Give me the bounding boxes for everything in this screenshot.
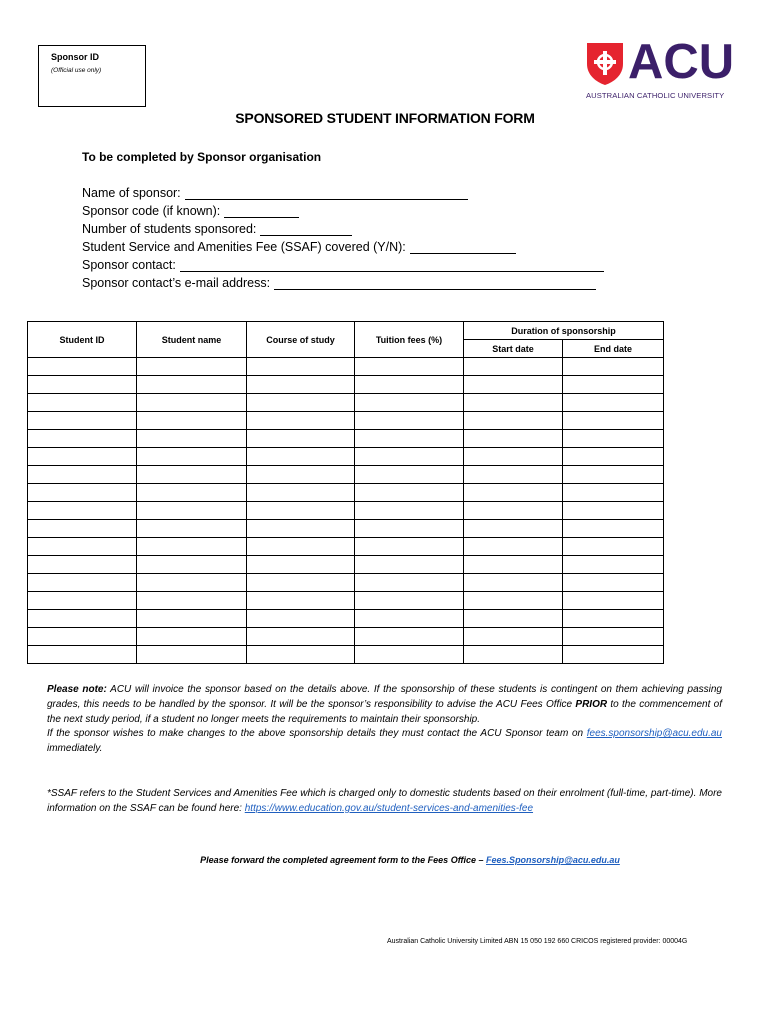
table-row: [28, 376, 664, 394]
table-cell[interactable]: [137, 358, 247, 376]
table-cell[interactable]: [28, 592, 137, 610]
field-ssaf-covered: [82, 240, 516, 254]
field-sponsor-contact-email: [82, 276, 596, 290]
table-cell[interactable]: [464, 628, 563, 646]
sponsor-id-box: [38, 45, 146, 107]
table-row: [28, 592, 664, 610]
table-cell[interactable]: [464, 430, 563, 448]
header-student-id: Student ID: [28, 322, 137, 358]
table-cell[interactable]: [28, 556, 137, 574]
field-number-of-students: [82, 222, 352, 236]
input-ssaf-covered[interactable]: [410, 241, 516, 254]
sponsored-students-table: [27, 321, 664, 664]
table-cell[interactable]: [563, 646, 664, 664]
table-cell[interactable]: [464, 358, 563, 376]
table-cell[interactable]: [464, 592, 563, 610]
header-course-of-study: Course of study: [247, 322, 355, 358]
table-cell[interactable]: [464, 610, 563, 628]
table-cell[interactable]: [28, 430, 137, 448]
note-label: Please note:: [47, 684, 107, 695]
table-row: [28, 610, 664, 628]
table-cell[interactable]: [247, 358, 355, 376]
table-cell[interactable]: [247, 646, 355, 664]
forward-email-link[interactable]: Fees.Sponsorship@acu.edu.au: [486, 855, 620, 865]
table-cell[interactable]: [28, 520, 137, 538]
table-cell[interactable]: [137, 484, 247, 502]
table-cell[interactable]: [563, 520, 664, 538]
table-row: [28, 502, 664, 520]
field-name-of-sponsor: [82, 186, 468, 200]
acu-wordmark: ACU: [628, 35, 735, 89]
table-cell[interactable]: [137, 646, 247, 664]
table-cell[interactable]: [137, 448, 247, 466]
table-cell[interactable]: [247, 466, 355, 484]
table-row: [28, 466, 664, 484]
table-cell[interactable]: [137, 538, 247, 556]
table-cell[interactable]: [563, 448, 664, 466]
table-cell[interactable]: [137, 556, 247, 574]
table-cell[interactable]: [247, 592, 355, 610]
table-cell[interactable]: [28, 610, 137, 628]
table-cell[interactable]: [355, 358, 464, 376]
table-cell[interactable]: [247, 484, 355, 502]
table-cell[interactable]: [563, 556, 664, 574]
ssaf-paragraph: [47, 787, 722, 817]
table-cell[interactable]: [355, 574, 464, 592]
table-cell[interactable]: [563, 628, 664, 646]
table-cell[interactable]: [28, 394, 137, 412]
table-cell[interactable]: [464, 448, 563, 466]
table-row: [28, 412, 664, 430]
table-cell[interactable]: [247, 556, 355, 574]
table-cell[interactable]: [247, 412, 355, 430]
table-cell[interactable]: [137, 430, 247, 448]
header-tuition-fees: Tuition fees (%): [355, 322, 464, 358]
table-cell[interactable]: [563, 538, 664, 556]
table-cell[interactable]: [137, 502, 247, 520]
table-cell[interactable]: [247, 376, 355, 394]
table-cell[interactable]: [247, 628, 355, 646]
table-cell[interactable]: [28, 376, 137, 394]
table-cell[interactable]: [28, 628, 137, 646]
table-cell[interactable]: [247, 538, 355, 556]
table-cell[interactable]: [137, 394, 247, 412]
table-cell[interactable]: [464, 556, 563, 574]
acu-logo: [584, 35, 754, 102]
table-row: [28, 538, 664, 556]
table-cell[interactable]: [247, 394, 355, 412]
table-cell[interactable]: [247, 610, 355, 628]
table-cell[interactable]: [355, 538, 464, 556]
ssaf-link[interactable]: https://www.education.gov.au/student-services-and-amenities-fee: [244, 802, 534, 814]
table-cell[interactable]: [563, 592, 664, 610]
table-cell[interactable]: [137, 628, 247, 646]
changes-text: If the sponsor wishes to make changes to the above sponsorship details they must contact the ACU Sponsor team on: [47, 728, 587, 740]
table-cell[interactable]: [28, 466, 137, 484]
table-cell[interactable]: [137, 592, 247, 610]
table-cell[interactable]: [355, 376, 464, 394]
input-sponsor-contact[interactable]: [180, 259, 604, 272]
table-cell[interactable]: [355, 430, 464, 448]
table-cell[interactable]: [28, 448, 137, 466]
table-cell[interactable]: [28, 412, 137, 430]
table-row: [28, 430, 664, 448]
table-cell[interactable]: [355, 484, 464, 502]
table-cell[interactable]: [563, 394, 664, 412]
table-cell[interactable]: [355, 394, 464, 412]
input-sponsor-contact-email[interactable]: [274, 277, 596, 290]
footer: Australian Catholic University Limited ABN 15 050 192 660 CRICOS registered provider: 00004G: [387, 938, 688, 945]
table-row: [28, 358, 664, 376]
table-cell[interactable]: [464, 394, 563, 412]
table-cell[interactable]: [355, 610, 464, 628]
label-sponsor-contact-email: Sponsor contact’s e-mail address:: [82, 276, 271, 290]
table-cell[interactable]: [563, 430, 664, 448]
header-duration: Duration of sponsorship: [464, 322, 664, 340]
changes-email-link[interactable]: fees.sponsorship@acu.edu.au: [586, 728, 722, 740]
table-cell[interactable]: [563, 502, 664, 520]
form-title: SPONSORED STUDENT INFORMATION FORM: [235, 110, 535, 126]
changes-suffix: immediately.: [47, 743, 103, 755]
table-cell[interactable]: [28, 502, 137, 520]
label-number-of-students: Number of students sponsored:: [82, 222, 257, 236]
table-cell[interactable]: [464, 646, 563, 664]
table-cell[interactable]: [247, 448, 355, 466]
table-cell[interactable]: [137, 466, 247, 484]
table-cell[interactable]: [137, 610, 247, 628]
table-cell[interactable]: [464, 574, 563, 592]
table-cell[interactable]: [563, 412, 664, 430]
header-student-name: Student name: [137, 322, 247, 358]
table-cell[interactable]: [355, 646, 464, 664]
table-cell[interactable]: [464, 538, 563, 556]
table-cell[interactable]: [28, 574, 137, 592]
acu-logo-subtitle: AUSTRALIAN CATHOLIC UNIVERSITY: [586, 91, 725, 100]
field-sponsor-code: [82, 204, 299, 218]
form-subtitle: To be completed by Sponsor organisation: [82, 150, 322, 164]
table-cell[interactable]: [28, 538, 137, 556]
table-cell[interactable]: [247, 502, 355, 520]
table-cell[interactable]: [355, 592, 464, 610]
table-row: [28, 448, 664, 466]
table-cell[interactable]: [137, 412, 247, 430]
note-text-1: ACU will invoice the sponsor based on the details above. If the sponsorship of these students is contingent on them achieving passing grades, this needs to be handled by the sponsor. It will be the sponsor’s responsibility to advise the ACU Fees Office: [47, 684, 722, 710]
table-cell[interactable]: [28, 358, 137, 376]
table-cell[interactable]: [464, 376, 563, 394]
table-row: [28, 394, 664, 412]
table-row: [28, 646, 664, 664]
header-start-date: Start date: [464, 340, 563, 358]
table-row: [28, 484, 664, 502]
table-cell[interactable]: [355, 448, 464, 466]
table-cell[interactable]: [355, 466, 464, 484]
note-text-2: to the commencement of the next study period, if a student no longer meets the requirements to maintain their sponsorship.: [47, 698, 722, 725]
forward-text: Please forward the completed agreement form to the Fees Office –: [200, 855, 487, 865]
table-cell[interactable]: [355, 520, 464, 538]
table-cell[interactable]: [563, 574, 664, 592]
ssaf-text: *SSAF refers to the Student Services and Amenities Fee which is charged only to domestic students based on their enrolment (full-time, part-time). More information on the SSAF can be found here:: [47, 788, 722, 814]
table-cell[interactable]: [355, 502, 464, 520]
forward-instruction: [0, 855, 770, 865]
table-cell[interactable]: [355, 412, 464, 430]
sponsor-id-label: Sponsor ID: [51, 52, 100, 62]
table-cell[interactable]: [247, 520, 355, 538]
label-sponsor-code: Sponsor code (if known):: [82, 204, 221, 218]
sponsor-id-note: (Official use only): [51, 67, 102, 74]
table-cell[interactable]: [355, 556, 464, 574]
note-prior: PRIOR: [575, 698, 608, 710]
table-cell[interactable]: [464, 484, 563, 502]
table-cell[interactable]: [247, 574, 355, 592]
table-cell[interactable]: [28, 484, 137, 502]
table-cell[interactable]: [28, 646, 137, 664]
label-ssaf-covered: Student Service and Amenities Fee (SSAF) covered (Y/N):: [82, 240, 406, 254]
table-row: [28, 520, 664, 538]
table-cell[interactable]: [563, 466, 664, 484]
table-cell[interactable]: [464, 466, 563, 484]
table-row: [28, 628, 664, 646]
input-name-of-sponsor[interactable]: [185, 187, 468, 200]
table-row: [28, 574, 664, 592]
table-body: [28, 358, 664, 664]
input-sponsor-code[interactable]: [224, 205, 299, 218]
table-cell[interactable]: [563, 484, 664, 502]
table-cell[interactable]: [247, 430, 355, 448]
table-cell[interactable]: [464, 520, 563, 538]
table-cell[interactable]: [137, 376, 247, 394]
please-note-paragraph: [47, 683, 722, 757]
input-number-of-students[interactable]: [260, 223, 352, 236]
table-cell[interactable]: [563, 358, 664, 376]
table-cell[interactable]: [137, 574, 247, 592]
table-cell[interactable]: [563, 610, 664, 628]
table-cell[interactable]: [355, 628, 464, 646]
acu-shield-icon: [586, 42, 624, 86]
table-cell[interactable]: [137, 520, 247, 538]
label-name-of-sponsor: Name of sponsor:: [82, 186, 181, 200]
header-end-date: End date: [563, 340, 664, 358]
table-row: [28, 556, 664, 574]
label-sponsor-contact: Sponsor contact:: [82, 258, 176, 272]
table-cell[interactable]: [563, 376, 664, 394]
table-cell[interactable]: [464, 502, 563, 520]
field-sponsor-contact: [82, 258, 604, 272]
table-cell[interactable]: [464, 412, 563, 430]
